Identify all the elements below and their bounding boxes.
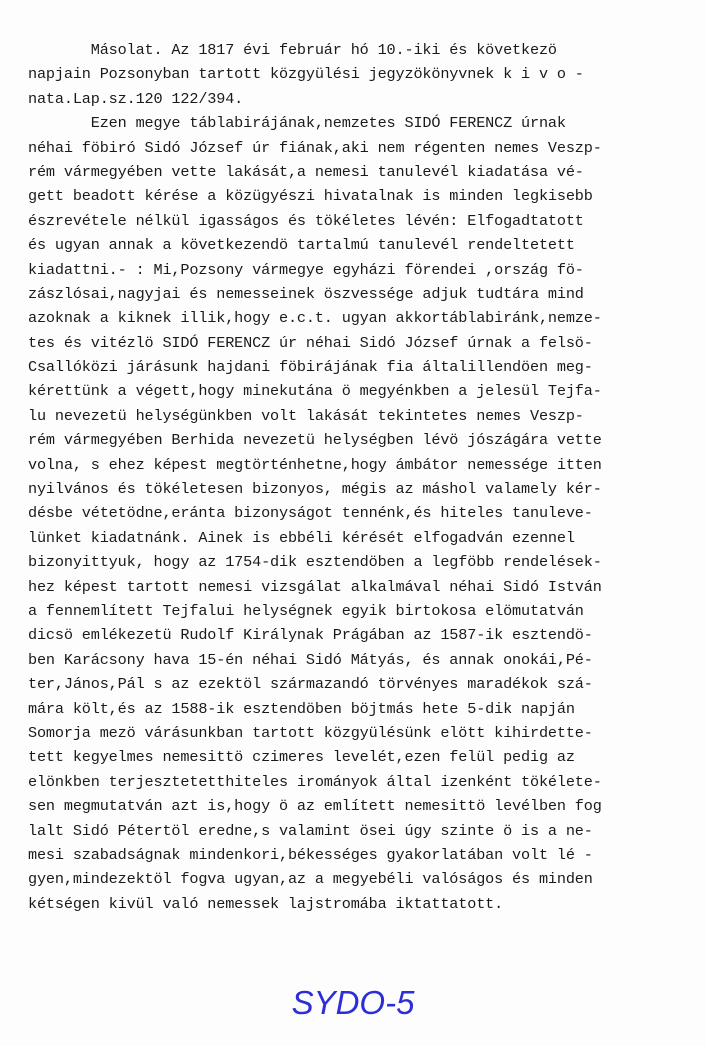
text-line: azoknak a kiknek illik,hogy e.c.t. ugyan akkortáblabiránk,nemze- (28, 309, 602, 328)
text-line: mesi szabadságnak mindenkori,békességes gyakorlatában volt lé - (28, 845, 593, 864)
text-line: sen megmutatván azt is,hogy ö az említett nemesittö levélben fog (28, 797, 602, 816)
document-label: SYDO-5 (291, 984, 415, 1021)
text-line: bizonyittyuk, hogy az 1754-dik esztendöben a legföbb rendelések- (28, 553, 602, 572)
text-line: Másolat. Az 1817 évi február hó 10.-iki és következö (28, 41, 557, 59)
text-line: rém vármegyében Berhida nevezetü helységben lévö jószágára vette (28, 431, 602, 450)
text-line: ben Karácsony hava 15-én néhai Sidó Mátyás, és annak onokái,Pé- (28, 650, 593, 669)
text-line: és ugyan annak a következendö tartalmú tanulevél rendeltetett (28, 236, 575, 255)
text-line: nata.Lap.sz.120 122/394. (28, 89, 244, 108)
text-line: mára költ,és az 1588-ik esztendöben böjtmás hete 5-dik napján (28, 699, 575, 718)
text-line: ter,János,Pál s az ezektöl származandó törvényes maradékok szá- (28, 675, 593, 694)
text-line: rém vármegyében vette lakását,a nemesi tanulevél kiadatása vé- (28, 162, 584, 181)
text-line: lünket kiadatnánk. Ainek is ebbéli kérését elfogadván ezennel (28, 528, 575, 547)
document-body (28, 38, 678, 916)
text-line: a fennemlített Tejfalui helységnek egyik birtokosa elömutatván (28, 601, 584, 620)
text-line: gyen,mindezektöl fogva ugyan,az a megyebéli valóságos és minden (28, 870, 593, 889)
text-line: néhai föbiró Sidó József úr fiának,aki nem régenten nemes Veszp- (28, 138, 602, 157)
text-line: napjain Pozsonyban tartott közgyülési jegyzökönyvnek k i v o - (28, 65, 584, 84)
text-line: Csallóközi járásunk hajdani föbirájának fia általillendöen meg- (28, 358, 593, 377)
text-line: lu nevezetü helységünkben volt lakását tekintetes nemes Veszp- (28, 406, 584, 425)
text-line: kiadattni.- : Mi,Pozsony vármegye egyházi förendei ,ország fö- (28, 260, 584, 279)
text-line: gett beadott kérése a közügyészi hivatalnak is minden legkisebb (28, 187, 593, 206)
text-line: kétségen kivül való nemessek lajstromába iktattatott. (28, 894, 504, 913)
text-line: volna, s ehez képest megtörténhetne,hogy ámbátor nemessége itten (28, 455, 602, 474)
text-line: kérettünk a végett,hogy minekutána ö megyénkben a jelesül Tejfa- (28, 382, 602, 401)
text-line: désbe vétetödne,eránta bizonyságot tennénk,és hiteles tanuleve- (28, 504, 593, 523)
text-line: nyilvános és tökéletesen bizonyos, mégis az máshol valamely kér- (28, 480, 602, 499)
text-line: lalt Sidó Pétertöl eredne,s valamint ösei úgy szinte ö is a ne- (28, 821, 593, 840)
text-line: Somorja mezö várásunkban tartott közgyülésünk elött kihirdette- (28, 723, 593, 742)
text-line: tett kegyelmes nemesittö czimeres levelét,ezen felül pedig az (28, 748, 575, 767)
text-line: tes és vitézlö SIDÓ FERENCZ úr néhai Sidó József úrnak a felsö- (28, 333, 593, 352)
text-line: Ezen megye táblabirájának,nemzetes SIDÓ FERENCZ úrnak (28, 114, 566, 133)
text-line: hez képest tartott nemesi vizsgálat alkalmával néhai Sidó István (28, 577, 602, 596)
text-line: elönkben terjesztetetthiteles irományok által izenként tökélete- (28, 772, 602, 791)
text-line: zászlósai,nagyjai és nemesseinek öszvessége adjuk tudtára mind (28, 284, 584, 303)
text-line: dicsö emlékezetü Rudolf Királynak Prágában az 1587-ik esztendö- (28, 626, 593, 645)
text-line: észrevétele nélkül igasságos és tökéletes lévén: Elfogadtatott (28, 211, 584, 230)
